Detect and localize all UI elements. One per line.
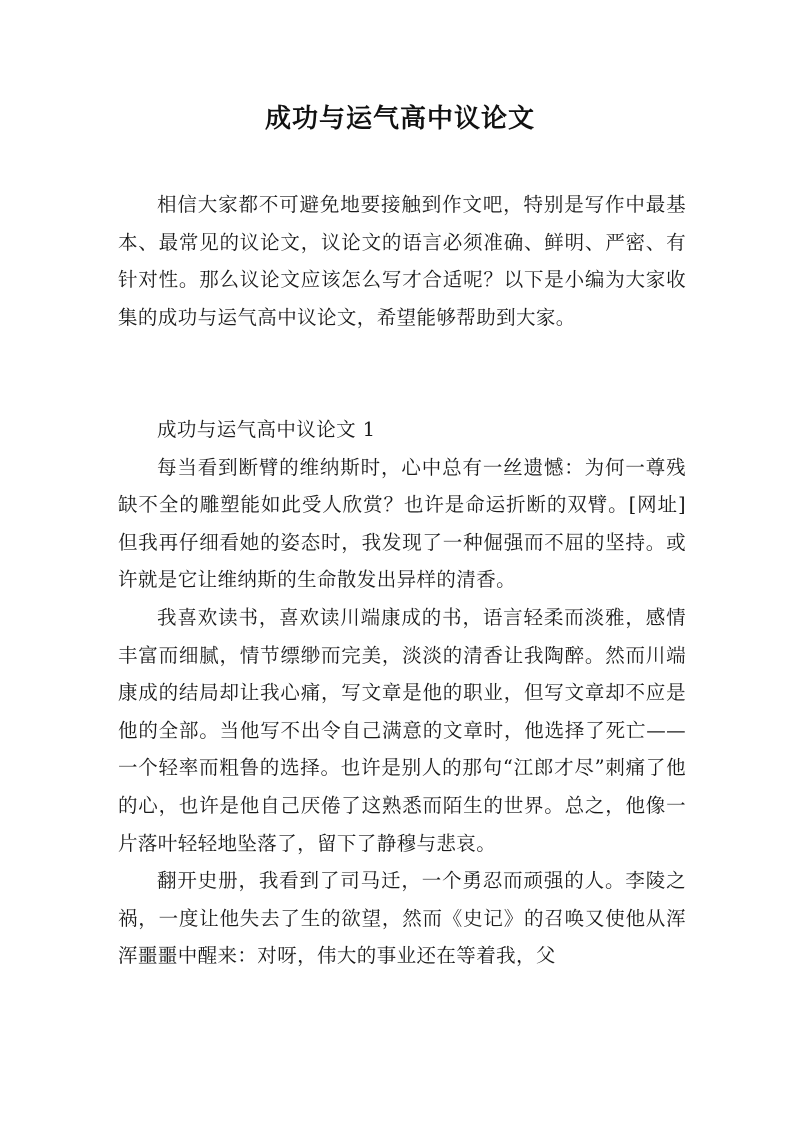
article-section <box>118 411 686 975</box>
body-paragraph-3: 翻开史册，我看到了司马迁，一个勇忍而顽强的人。李陵之祸，一度让他失去了生的欲望，然而《史记》的召唤又使他从浑浑噩噩中醒来：对呀，伟大的事业还在等着我，父 <box>118 869 686 968</box>
document-title: 成功与运气高中议论文 <box>264 104 535 134</box>
body-paragraph-1: 每当看到断臂的维纳斯时，心中总有一丝遗憾：为何一尊残缺不全的雕塑能如此受人欣赏？也许是命运折断的双臂。[网址]但我再仔细看她的姿态时，我发现了一种倔强而不屈的坚持。或许就是它让维纳斯的生命散发出异样的清香。 <box>118 455 686 592</box>
section-heading: 成功与运气高中议论文 1 <box>157 418 376 441</box>
intro-paragraph: 相信大家都不可避免地要接触到作文吧，特别是写作中最基本、最常见的议论文，议论文的语言必须准确、鲜明、严密、有针对性。那么议论文应该怎么写才合适呢？以下是小编为大家收集的成功与运气高中议论文，希望能够帮助到大家。 <box>118 193 686 329</box>
intro-section <box>118 186 686 336</box>
body-paragraph-2: 我喜欢读书，喜欢读川端康成的书，语言轻柔而淡雅，感情丰富而细腻，情节缥缈而完美，淡淡的清香让我陶醉。然而川端康成的结局却让我心痛，写文章是他的职业，但写文章却不应是他的全部。当他写不出令自己满意的文章时，他选择了死亡——一个轻率而粗鲁的选择。也许是别人的那句“江郎才尽”刺痛了他的心，也许是他自己厌倦了这熟悉而陌生的世界。总之，他像一片落叶轻轻地坠落了，留下了静穆与悲哀。 <box>118 605 686 855</box>
